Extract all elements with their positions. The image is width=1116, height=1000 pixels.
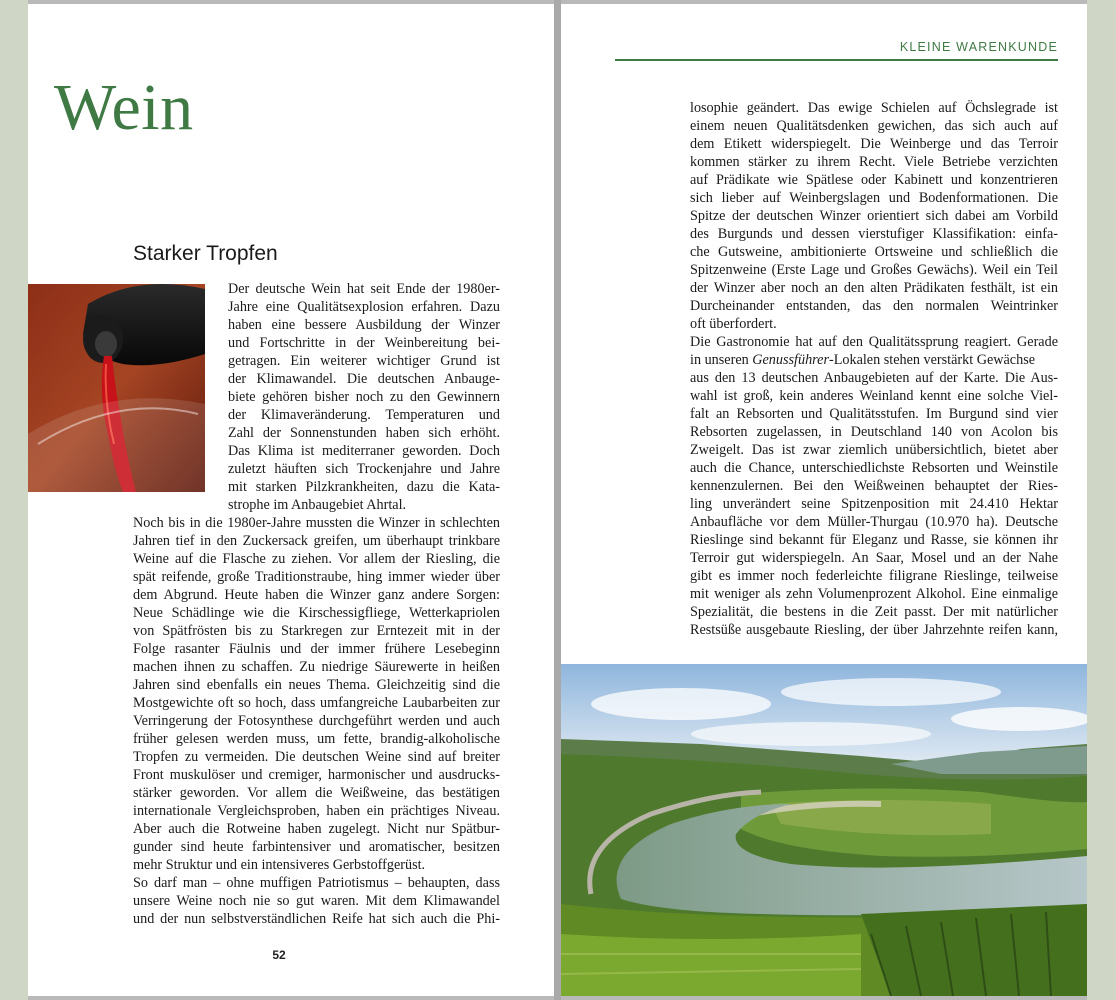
body-text-line: Verringerung der Fotosynthese durchgeführt werden und auch — [133, 713, 500, 729]
left-margin-strip — [0, 0, 28, 1000]
page-number: 52 — [272, 948, 286, 962]
body-text-line: che Gutsweine, ambitionierte Ortsweine und schließlich die — [690, 244, 1058, 260]
body-text-line: Das Klima ist mediterraner geworden. Doch — [228, 443, 500, 459]
body-text-line: Der deutsche Wein hat seit Ende der 1980er- — [228, 281, 500, 297]
body-text-line: mit weniger als zehn Volumenprozent Alkohol. Eine einmalige — [690, 586, 1058, 602]
body-text-line: gibt es immer noch federleichte filigrane Rieslinge, teilweise — [690, 568, 1058, 584]
body-text-segment: in unseren — [690, 352, 753, 368]
body-text-line: Jahren sind ebenfalls ein neues Thema. Gleichzeitig sind die — [133, 677, 500, 693]
body-text-line: kennenzulernen. Bei den Weißweinen behauptet der Ries- — [690, 478, 1058, 494]
body-text-line: falt an Rebsorten und Qualitätsstufen. Im Burgund sind vier — [690, 406, 1058, 422]
body-text-line: Zahl der Sonnenstunden haben sich erhöht. — [228, 425, 500, 441]
body-text-line: Jahren tief in den Zuckersack greifen, um überhaupt trinkbare — [133, 533, 500, 549]
body-text-line: einem neuen Qualitätsdenken gewichen, das sich auch auf — [690, 118, 1058, 134]
body-text-line: und der nun selbstverständlichen Reife hat sich auch die Phi- — [133, 911, 500, 927]
body-text-line: der Winzer aber noch an den alten Prädikaten festhält, ist ein — [690, 280, 1058, 296]
body-text-line: Anbaufläche vor dem Müller-Thurgau (10.970 ha). Deutsche — [690, 514, 1058, 530]
body-text-line: Zweigelt. Das ist zwar ziemlich unübersichtlich, bietet aber — [690, 442, 1058, 458]
body-text-line: So darf man – ohne muffigen Patriotismus – behaupten, dass — [133, 875, 500, 891]
body-text-line: von Spätfrösten bis zu Starkregen zur Erntezeit mit in der — [133, 623, 500, 639]
body-text-line: Mostgewichte oft so hoch, dass umfangreiche Laubarbeiten zur — [133, 695, 500, 711]
header-rule — [615, 59, 1058, 61]
wine-pouring-photo — [28, 284, 205, 492]
body-text-line: Neue Schädlinge wie die Kirschessigfliege, Wetterkapriolen — [133, 605, 500, 621]
guide-name-italic: Genussführer — [752, 352, 829, 368]
page-title: Wein — [54, 71, 194, 144]
book-gutter — [554, 0, 561, 1000]
body-text-line: Front muskulöser und cremiger, harmonischer und ausdrucks- — [133, 767, 500, 783]
body-text-line: haben eine bessere Ausbildung der Winzer — [228, 317, 500, 333]
body-text-segment: -Lokalen stehen verstärkt Gewächse — [828, 352, 1036, 368]
body-text-line: Terroir gut widerspiegeln. An Saar, Mosel und an der Nahe — [690, 550, 1058, 566]
left-page — [28, 4, 554, 996]
body-text-line: ling unverändert seine Spitzenposition mit 24.410 Hektar — [690, 496, 1058, 512]
body-text-line: kommen stärker zu ihrem Recht. Viele Betriebe verzichten — [690, 154, 1058, 170]
right-page — [561, 4, 1087, 996]
body-text-line: Tropfen zu vermeiden. Die deutschen Weine sind auf breiter — [133, 749, 500, 765]
body-text-line: Aber auch die Rotweine haben zugelegt. Nicht nur Spätbur- — [133, 821, 500, 837]
body-text-line: machen ihnen zu schaffen. Zu niedrige Säurewerte in heißen — [133, 659, 500, 675]
body-text-line: unsere Weine noch nie so gut waren. Mit dem Klimawandel — [133, 893, 500, 909]
body-text-line — [690, 351, 1058, 369]
body-text-line: Rebsorten zugelassen, in Deutschland 140 von Acolon bis — [690, 424, 1058, 440]
body-text-line: auf Prädikate wie Spätlese oder Kabinett und konzentrieren — [690, 172, 1058, 188]
body-text-line: früher gelesen werden muss, um fette, brandig-alkoholische — [133, 731, 500, 747]
body-text-line: oft überfordert. — [690, 316, 777, 332]
body-text-line: spät reifende, große Traditionstraube, hing immer wieder über — [133, 569, 500, 585]
body-text-line: der Klimawandel. Die deutschen Anbauge- — [228, 371, 500, 387]
body-text-line: Weine auf die Flasche zu ziehen. Vor allem der Riesling, die — [133, 551, 500, 567]
body-text-line: Noch bis in die 1980er-Jahre mussten die Winzer in schlechten — [133, 515, 500, 531]
section-heading: Starker Tropfen — [133, 242, 278, 265]
body-text-line: zuletzt häuften sich Trockenjahre und Jahre — [228, 461, 500, 477]
body-text-line: wahl ist groß, kein anderes Weinland kennt eine solche Viel- — [690, 388, 1058, 404]
body-text-line: getragen. Ein weiterer wichtiger Grund ist — [228, 353, 500, 369]
running-header: KLEINE WARENKUNDE — [899, 40, 1058, 54]
body-text-line: Restsüße ausgebaute Riesling, der über Jahrzehnte reifen kann, — [690, 622, 1058, 638]
body-text-line: stärker geworden. Vor allem die Weißweine, das bestätigen — [133, 785, 500, 801]
body-text-line: Spitze der deutschen Winzer orientiert sich dabei am Vorbild — [690, 208, 1058, 224]
body-text-line: Jahre eine Qualitätsexplosion erfahren. Dazu — [228, 299, 500, 315]
body-text-line: Rieslinge sind bekannt für Eleganz und Rasse, sie können ihr — [690, 532, 1058, 548]
body-text-line: mit starken Pilzkrankheiten, dazu die Kata- — [228, 479, 500, 495]
body-text-line: strophe im Anbaugebiet Ahrtal. — [228, 497, 407, 513]
right-margin-strip — [1087, 0, 1116, 1000]
body-text-line: dem Abgrund. Heute haben die Winzer ganz andere Sorgen: — [133, 587, 500, 603]
body-text-line: gunder sind heute farbintensiver und aromatischer, besitzen — [133, 839, 500, 855]
body-text-line: internationale Vergleichsproben, haben ein prächtiges Niveau. — [133, 803, 500, 819]
body-text-line: Die Gastronomie hat auf den Qualitätssprung reagiert. Gerade — [690, 334, 1058, 350]
body-text-line: der Klimaveränderung. Temperaturen und — [228, 407, 500, 423]
body-text-line: und Fortschritte in der Weinbereitung bei- — [228, 335, 500, 351]
body-text-line: auch die Chance, unterschiedlichste Rebsorten und Weinstile — [690, 460, 1058, 476]
mosel-vineyard-landscape-photo — [561, 664, 1087, 996]
body-text-line: Spezialität, die bestens in die Zeit passt. Der mit natürlicher — [690, 604, 1058, 620]
body-text-line: biete gehören bisher noch zu den Gewinnern — [228, 389, 500, 405]
body-text-line: mehr Struktur und ein intensiveres Gerbstoffgerüst. — [133, 857, 426, 873]
body-text-line: Folge rasanter Fäulnis und der immer frühere Lesebeginn — [133, 641, 500, 657]
body-text-line: dem Etikett widerspiegelt. Die Weinberge und das Terroir — [690, 136, 1058, 152]
body-text-line: sich lieber auf Weinbergslagen und Bodenformationen. Die — [690, 190, 1058, 206]
body-text-line: Spitzenweine (Erste Lage und Großes Gewächs). Weil ein Teil — [690, 262, 1058, 278]
body-text-line: aus den 13 deutschen Anbaugebieten auf der Karte. Die Aus- — [690, 370, 1058, 386]
body-text-line: des Burgunds und dessen vierstufiger Klassifikation: einfa- — [690, 226, 1058, 242]
body-text-line: Durcheinander entstanden, das den normalen Weintrinker — [690, 298, 1058, 314]
body-text-line: losophie geändert. Das ewige Schielen auf Öchslegrade ist — [690, 100, 1058, 116]
